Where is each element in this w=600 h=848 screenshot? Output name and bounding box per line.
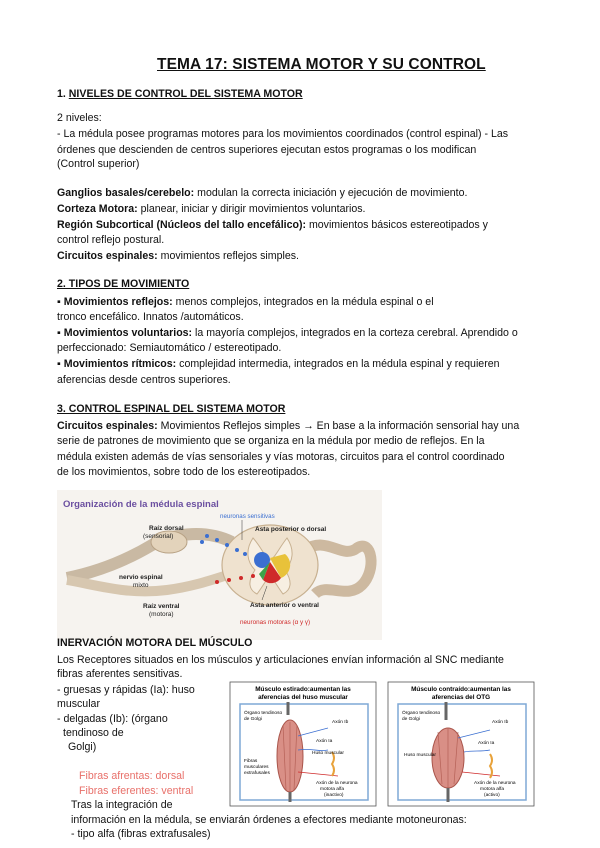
list-item-ritmicos [57,356,500,372]
right-title-1: Músculo contraído:aumentan las [411,686,511,693]
ganglios-line [57,185,467,201]
section-4-line: Los Receptores situados en los músculos y articulaciones envían información al SNC mediante [57,654,504,666]
label-huso-muscular-right: Huso muscular [404,753,436,758]
section-4-line: muscular [57,698,100,710]
section-3-line: de los movimientos, sobre todo de los estereotipados. [57,466,311,478]
circuitos-espinales-term: Circuitos espinales: [57,420,158,432]
label-asta-anterior: Asta anterior o ventral [250,602,319,609]
section-3-line [57,418,519,434]
section-4-line: - tipo alfa (fibras extrafusales) [71,828,211,840]
region-term: Región Subcortical (Núcleos del tallo encefálico): [57,219,306,231]
ritmicos-term: Movimientos rítmicos: [63,358,177,370]
section-1-number: 1. [57,88,69,100]
section-1-intro: 2 niveles: [57,112,102,124]
page-title: TEMA 17: SISTEMA MOTOR Y SU CONTROL [157,56,486,73]
contracted-muscle-panel [388,682,534,806]
figure-title: Organización de la médula espinal [63,499,219,510]
corteza-term: Corteza Motora: [57,203,138,215]
label-musculares: musculares [244,765,269,770]
ritmicos-line-2: aferencias desde centros superiores. [57,374,231,386]
label-nervio-espinal: nervio espinal [119,574,163,581]
note-efferent: Fibras eferentes: ventral [79,785,194,797]
region-line [57,217,488,233]
list-item-reflejos [57,294,434,310]
note-afferent: Fibras afrentas: dorsal [79,770,185,782]
label-asta-posterior: Asta posterior o dorsal [255,526,327,533]
section-3-line: médula existen además de vías sensoriales y vías motoras, circuitos para el control coordinado [57,451,505,463]
region-line-2: control reflejo postural. [57,234,165,246]
corteza-desc: planear, iniciar y dirigir movimientos voluntarios. [137,203,366,215]
label-inactivo: (inactivo) [324,793,344,798]
section-4-line: información en la médula, se enviarán órdenes a efectores mediante motoneuronas: [71,814,467,826]
label-axon-motora-1: Axón de la neurona [316,781,358,786]
muscle-innervation-figure [228,680,536,810]
voluntarios-desc: la mayoría complejos, integrados en la corteza cerebral. Aprendido o [192,327,518,339]
reflejos-line-2: tronco encefálico. Innatos /automáticos. [57,311,244,323]
left-title-2: aferencias del huso muscular [258,694,348,701]
section-1-line: órdenes que descienden de centros superiores ejecutan estos programas o los modifican [57,144,477,156]
section-4-line: - gruesas y rápidas (Ia): huso [57,684,195,696]
section-2-heading: 2. TIPOS DE MOVIMIENTO [57,278,190,290]
section-4-line: Tras la integración de [71,799,173,811]
label-axon-motora-2: motora alfa [320,787,344,792]
spinal-cord-figure [57,490,382,640]
section-1-heading [57,88,303,100]
circuitos-espinales-desc: Movimientos Reflejos simples → En base a la información sensorial hay una [157,420,520,432]
label-de-golgi-right: de Golgi [402,717,420,722]
circuitos-desc: movimientos reflejos simples. [157,250,299,262]
label-organo-tendinoso: Órgano tendinoso [244,711,283,716]
stretched-muscle-panel [230,682,376,806]
region-desc: movimientos básicos estereotipados y [306,219,488,231]
voluntarios-line-2: perfeccionado: Semiautomático / estereotipado. [57,342,282,354]
section-1-line: - La médula posee programas motores para los movimientos coordinados (control espinal) - Las [57,128,509,140]
label-axon-ib: Axón Ib [332,720,349,725]
label-raiz-dorsal: Raíz dorsal [149,525,184,532]
label-motora: (motora) [149,611,174,618]
voluntarios-term: Movimientos voluntarios: [63,327,193,339]
section-1-line: (Control superior) [57,158,140,170]
label-axon-ia-right: Axón Ia [478,741,495,746]
label-sensorial: (sensorial) [143,533,174,540]
section-4-line: fibras aferentes sensitivas. [57,668,183,680]
list-item-voluntarios [57,325,518,341]
section-1-title: NIVELES DE CONTROL DEL SISTEMA MOTOR [68,88,303,100]
label-de-golgi: de Golgi [244,717,262,722]
label-fibras: Fibras [244,759,258,764]
label-huso-muscular: Huso muscular [312,751,344,756]
section-3-line: serie de patrones de movimiento que se organiza en la médula por medio de reflejos. En la [57,435,485,447]
circuitos-term: Circuitos espinales: [57,250,158,262]
label-axon-ib-right: Axón Ib [492,720,509,725]
label-axon-motora-2-right: motora alfa [480,787,504,792]
section-4-line: Golgi) [68,741,97,753]
corteza-line [57,201,366,217]
section-3-heading: 3. CONTROL ESPINAL DEL SISTEMA MOTOR [57,403,286,415]
section-4-line: tendinoso de [63,727,124,739]
label-raiz-ventral: Raíz ventral [143,603,180,610]
label-activo: (activo) [484,793,500,798]
right-title-2: aferencias del OTG [431,694,491,701]
section-4-line: - delgadas (Ib): (órgano [57,713,168,725]
ganglios-term: Ganglios basales/cerebelo: [57,187,195,199]
label-neuronas-motoras: neuronas motoras (α y γ) [240,619,311,626]
label-neuronas-sensitivas: neuronas sensitivas [220,513,275,520]
label-extrafusales: extrafusales [244,771,270,776]
ritmicos-desc: complejidad intermedia, integrados en la médula espinal y requieren [176,358,500,370]
left-title-1: Músculo estirado:aumentan las [255,686,351,693]
label-organo-tendinoso-right: Órgano tendinoso [402,711,441,716]
reflejos-term: Movimientos reflejos: [63,296,173,308]
label-axon-motora-1-right: Axón de la neurona [474,781,516,786]
label-mixto: mixto [133,582,149,589]
ganglios-desc: modulan la correcta iniciación y ejecución de movimiento. [194,187,468,199]
circuitos-line [57,248,299,264]
reflejos-desc: menos complejos, integrados en la médula espinal o el [172,296,434,308]
label-axon-ia: Axón Ia [316,739,333,744]
section-4-heading: INERVACIÓN MOTORA DEL MÚSCULO [57,637,253,649]
